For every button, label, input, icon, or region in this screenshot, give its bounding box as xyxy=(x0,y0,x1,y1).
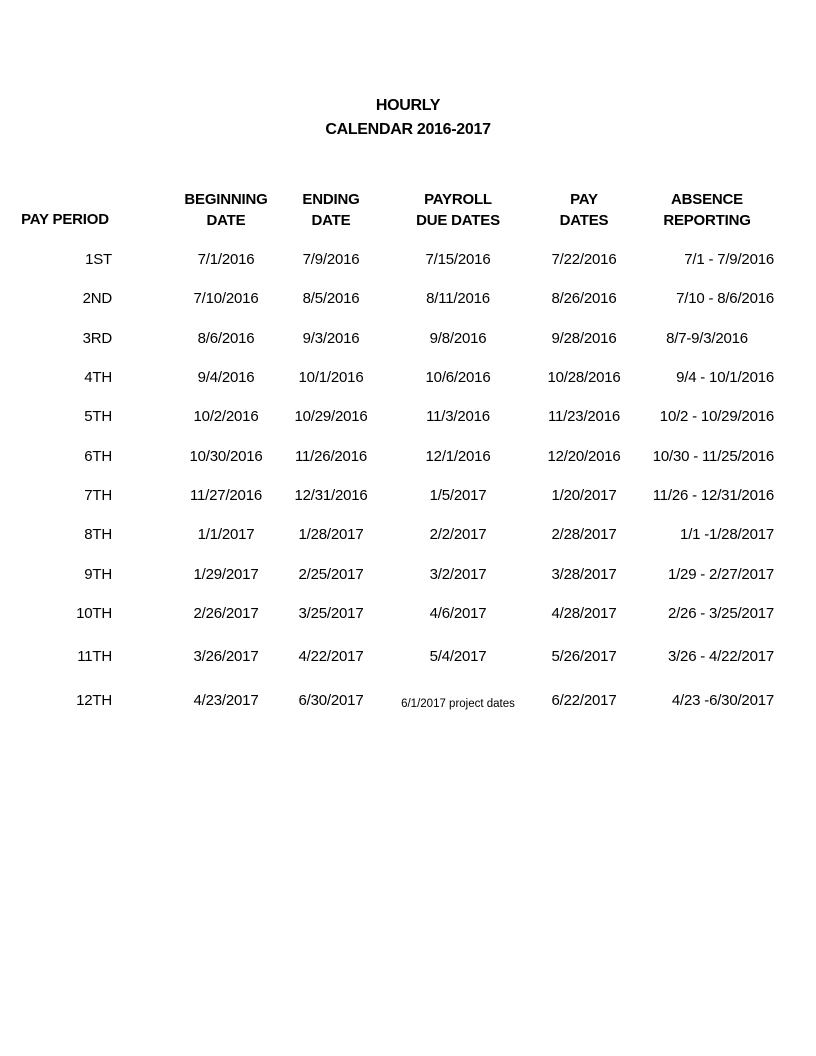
header-ending-date xyxy=(281,189,381,231)
beginning-date-cell: 11/27/2016 xyxy=(190,487,262,504)
absence-reporting-cell: 9/4 - 10/1/2016 xyxy=(676,369,774,386)
beginning-date-cell: 1/29/2017 xyxy=(193,566,259,583)
pay-period-cell: 2ND xyxy=(82,290,112,307)
beginning-date-cell: 8/6/2016 xyxy=(197,330,255,347)
payroll-due-cell: 9/8/2016 xyxy=(429,330,487,347)
beginning-date-cell: 7/1/2016 xyxy=(197,251,255,268)
pay-date-cell: 9/28/2016 xyxy=(551,330,617,347)
pay-period-cell: 4TH xyxy=(84,369,112,386)
pay-period-cell: 7TH xyxy=(84,487,112,504)
header-ending-line1: ENDING xyxy=(302,191,360,208)
ending-date-cell: 3/25/2017 xyxy=(298,605,364,622)
beginning-date-cell: 3/26/2017 xyxy=(193,648,259,665)
payroll-due-cell: 11/3/2016 xyxy=(426,408,490,425)
beginning-date-cell: 10/30/2016 xyxy=(189,448,263,465)
payroll-due-cell: 7/15/2016 xyxy=(425,251,491,268)
header-beginning-line2: DATE xyxy=(206,212,246,229)
header-absence-line2: REPORTING xyxy=(663,212,751,229)
payroll-due-cell: 4/6/2017 xyxy=(429,605,487,622)
header-payroll-due-dates xyxy=(398,189,518,231)
header-ending-line2: DATE xyxy=(311,212,351,229)
ending-date-cell: 7/9/2016 xyxy=(302,251,360,268)
pay-date-cell: 11/23/2016 xyxy=(548,408,620,425)
header-pay-dates-line1: PAY xyxy=(570,191,598,208)
header-pay-dates xyxy=(534,189,634,231)
beginning-date-cell: 1/1/2017 xyxy=(197,526,255,543)
beginning-date-cell: 2/26/2017 xyxy=(193,605,259,622)
absence-reporting-cell: 4/23 -6/30/2017 xyxy=(671,692,774,709)
header-payroll-line1: PAYROLL xyxy=(424,191,492,208)
header-pay-period-label: PAY PERIOD xyxy=(21,211,109,228)
pay-date-cell: 12/20/2016 xyxy=(547,448,621,465)
pay-date-cell: 2/28/2017 xyxy=(551,526,617,543)
ending-date-cell: 9/3/2016 xyxy=(302,330,360,347)
pay-date-cell: 7/22/2016 xyxy=(551,251,617,268)
absence-reporting-cell: 7/1 - 7/9/2016 xyxy=(684,251,774,268)
pay-date-cell: 4/28/2017 xyxy=(551,605,617,622)
absence-reporting-cell: 10/2 - 10/29/2016 xyxy=(659,408,774,425)
absence-reporting-cell: 1/1 -1/28/2017 xyxy=(680,526,774,543)
pay-period-cell: 11TH xyxy=(77,648,112,665)
absence-reporting-cell: 2/26 - 3/25/2017 xyxy=(667,605,774,622)
beginning-date-cell: 4/23/2017 xyxy=(193,692,259,709)
pay-period-cell: 10TH xyxy=(76,605,112,622)
ending-date-cell: 10/29/2016 xyxy=(294,408,368,425)
absence-reporting-cell: 11/26 - 12/31/2016 xyxy=(652,487,774,504)
payroll-due-cell: 5/4/2017 xyxy=(429,648,487,665)
ending-date-cell: 8/5/2016 xyxy=(302,290,360,307)
pay-period-cell: 8TH xyxy=(84,526,112,543)
pay-date-cell: 1/20/2017 xyxy=(551,487,617,504)
pay-period-cell: 1ST xyxy=(85,251,112,268)
pay-period-cell: 3RD xyxy=(82,330,112,347)
ending-date-cell: 2/25/2017 xyxy=(298,566,364,583)
beginning-date-cell: 7/10/2016 xyxy=(193,290,259,307)
payroll-due-cell: 6/1/2017 project dates xyxy=(401,698,515,710)
ending-date-cell: 1/28/2017 xyxy=(298,526,364,543)
pay-date-cell: 3/28/2017 xyxy=(551,566,617,583)
pay-date-cell: 5/26/2017 xyxy=(551,648,617,665)
payroll-due-cell: 3/2/2017 xyxy=(429,566,487,583)
absence-reporting-cell: 10/30 - 11/25/2016 xyxy=(652,448,774,465)
header-pay-dates-line2: DATES xyxy=(559,212,609,229)
ending-date-cell: 4/22/2017 xyxy=(298,648,364,665)
ending-date-cell: 6/30/2017 xyxy=(298,692,364,709)
ending-date-cell: 12/31/2016 xyxy=(294,487,368,504)
absence-reporting-cell: 7/10 - 8/6/2016 xyxy=(676,290,774,307)
beginning-date-cell: 9/4/2016 xyxy=(197,369,255,386)
header-absence-reporting xyxy=(647,189,767,231)
pay-date-cell: 10/28/2016 xyxy=(547,369,621,386)
pay-period-cell: 9TH xyxy=(84,566,112,583)
payroll-due-cell: 12/1/2016 xyxy=(425,448,491,465)
payroll-due-cell: 2/2/2017 xyxy=(429,526,487,543)
pay-period-cell: 6TH xyxy=(84,448,112,465)
header-beginning-line1: BEGINNING xyxy=(184,191,268,208)
payroll-due-cell: 1/5/2017 xyxy=(429,487,487,504)
ending-date-cell: 10/1/2016 xyxy=(298,369,364,386)
pay-period-cell: 5TH xyxy=(84,408,112,425)
payroll-due-cell: 8/11/2016 xyxy=(426,290,490,307)
absence-reporting-cell: 8/7-9/3/2016 xyxy=(666,330,748,347)
header-beginning-date xyxy=(166,189,286,231)
pay-period-cell: 12TH xyxy=(76,692,112,709)
page-title: HOURLY xyxy=(375,97,441,114)
absence-reporting-cell: 1/29 - 2/27/2017 xyxy=(667,566,774,583)
pay-date-cell: 8/26/2016 xyxy=(551,290,617,307)
ending-date-cell: 11/26/2016 xyxy=(295,448,367,465)
beginning-date-cell: 10/2/2016 xyxy=(193,408,259,425)
header-payroll-line2: DUE DATES xyxy=(416,212,500,229)
header-pay-period xyxy=(10,209,120,230)
page-subtitle: CALENDAR 2016-2017 xyxy=(325,121,491,138)
absence-reporting-cell: 3/26 - 4/22/2017 xyxy=(667,648,774,665)
payroll-due-cell: 10/6/2016 xyxy=(425,369,491,386)
pay-date-cell: 6/22/2017 xyxy=(551,692,617,709)
header-absence-line1: ABSENCE xyxy=(671,191,743,208)
